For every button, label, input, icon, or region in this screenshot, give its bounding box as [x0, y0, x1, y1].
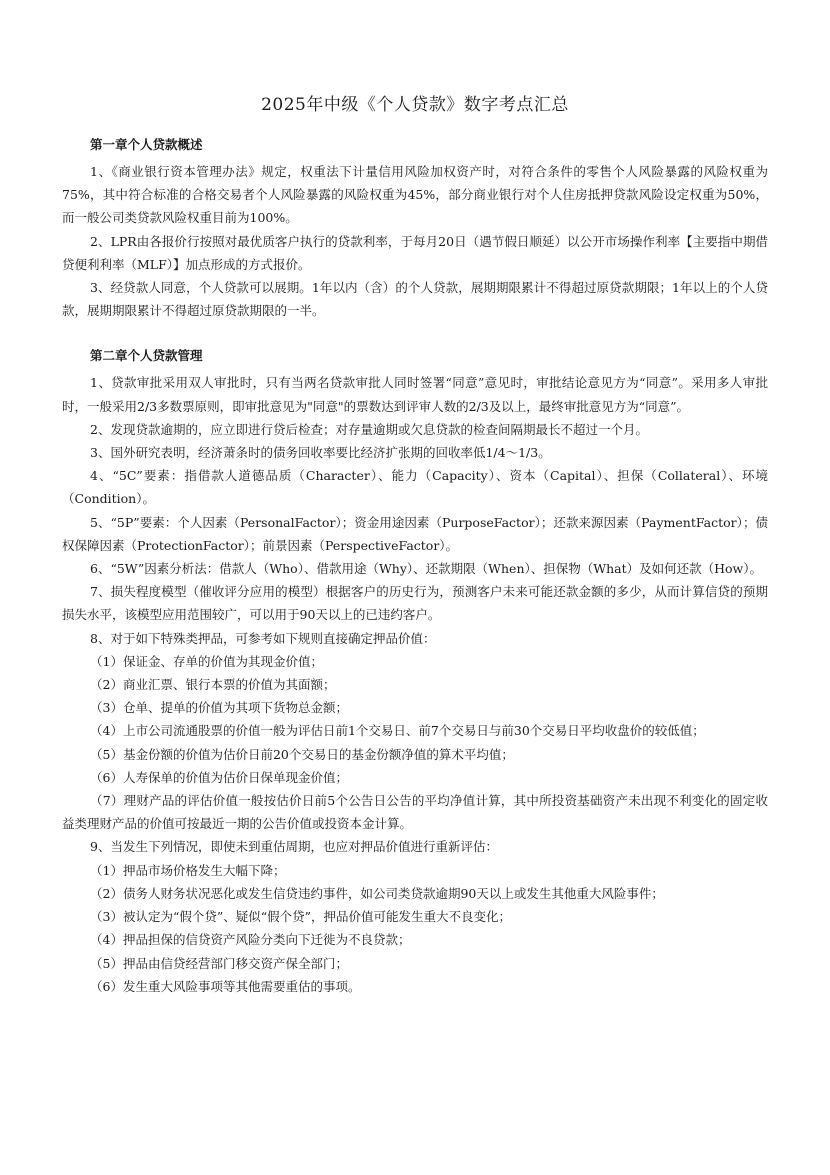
paragraph: 1、贷款审批采用双人审批时，只有当两名贷款审批人同时签署“同意”意见时，审批结论意见方为“同意”。采用多人审批时，一般采用2/3多数票原则，即审批意见为"同意"的票数达到评审人数的2/3及以上，最终审批意见方为“同意”。 — [62, 375, 768, 414]
list-item: （7）理财产品的评估价值一般按估价日前5个公告日公告的平均净值计算，其中所投资基础资产未出现不利变化的固定收益类理财产品的价值可按最近一期的公告价值或投资本金计算。 — [62, 793, 768, 832]
paragraph: 5、“5P”要素：个人因素（PersonalFactor）；资金用途因素（PurposeFactor）；还款来源因素（PaymentFactor）；债权保障因素（ProtectionFactor）；前景因素（PerspectiveFactor）。 — [62, 514, 768, 553]
list-item: （2）债务人财务状况恶化或发生信贷违约事件，如公司类贷款逾期90天以上或发生其他重大风险事件； — [90, 885, 664, 901]
list-item: （6）人寿保单的价值为估价日保单现金价值； — [90, 769, 348, 785]
list-item: （2）商业汇票、银行本票的价值为其面额； — [90, 677, 336, 693]
paragraph: 1、《商业银行资本管理办法》规定，权重法下计量信用风险加权资产时，对符合条件的零售个人风险暴露的风险权重为75%，其中符合标准的合格交易者个人风险暴露的风险权重为45%，部分商业银行对个人住房抵押贷款风险设定权重为50%，而一般公司类贷款风险权重目前为100%。 — [62, 164, 768, 226]
section-gap — [62, 322, 768, 344]
list-item: （3）被认定为“假个贷”、疑似“假个贷”，押品价值可能发生重大不良变化； — [90, 909, 512, 925]
paragraph: 3、经贷款人同意，个人贷款可以展期。1年以内（含）的个人贷款，展期期限累计不得超过原贷款期限；1年以上的个人贷款，展期期限累计不得超过原贷款期限的一半。 — [62, 280, 768, 319]
list-item: （6）发生重大风险事项等其他需要重估的事项。 — [90, 978, 361, 994]
list-item: （3）仓单、提单的价值为其项下货物总金额； — [90, 700, 348, 716]
paragraph: 2、LPR由各报价行按照对最优质客户执行的贷款利率，于每月20日（遇节假日顺延）以公开市场操作利率【主要指中期借贷便利利率（MLF）】加点形成的方式报价。 — [62, 233, 768, 272]
list-item: （5）基金份额的价值为估价日前20个交易日的基金份额净值的算术平均值； — [90, 746, 514, 762]
paragraph: 2、发现贷款逾期的，应立即进行贷后检查；对存量逾期或欠息贷款的检查间隔期最长不超过一个月。 — [90, 421, 648, 437]
page-title: 2025年中级《个人贷款》数字考点汇总 — [261, 95, 569, 115]
paragraph: 6、“5W”因素分析法：借款人（Who）、借款用途（Why）、还款期限（When）、担保物（What）及如何还款（How）。 — [90, 561, 762, 577]
chapter-2-heading: 第二章个人贷款管理 — [90, 348, 203, 364]
paragraph: 7、损失程度模型（催收评分应用的模型）根据客户的历史行为，预测客户未来可能还款金额的多少，从而计算信贷的预期损失水平，该模型应用范围较广，可以用于90天以上的已违约客户。 — [62, 584, 768, 623]
list-item: （4）上市公司流通股票的价值一般为评估日前1个交易日、前7个交易日与前30个交易日平均收盘价的较低值； — [90, 723, 705, 739]
list-item: （1）保证金、存单的价值为其现金价值； — [90, 653, 323, 669]
list-item: （4）押品担保的信贷资产风险分类向下迁徙为不良贷款； — [90, 932, 411, 948]
paragraph: 4、“5C”要素：指借款人道德品质（Character）、能力（Capacity）、资本（Capital）、担保（Collateral）、环境（Condition）。 — [62, 468, 768, 507]
list-item: （1）押品市场价格发生大幅下降； — [90, 862, 286, 878]
paragraph: 8、对于如下特殊类押品，可参考如下规则直接确定押品价值： — [90, 630, 436, 646]
chapter-1-heading: 第一章个人贷款概述 — [90, 137, 203, 152]
list-item: （5）押品由信贷经营部门移交资产保全部门； — [90, 955, 348, 971]
paragraph: 3、国外研究表明，经济萧条时的债务回收率要比经济扩张期的回收率低1/4～1/3。 — [90, 445, 551, 461]
paragraph: 9、当发生下列情况，即使未到重估周期，也应对押品价值进行重新评估： — [90, 839, 498, 855]
